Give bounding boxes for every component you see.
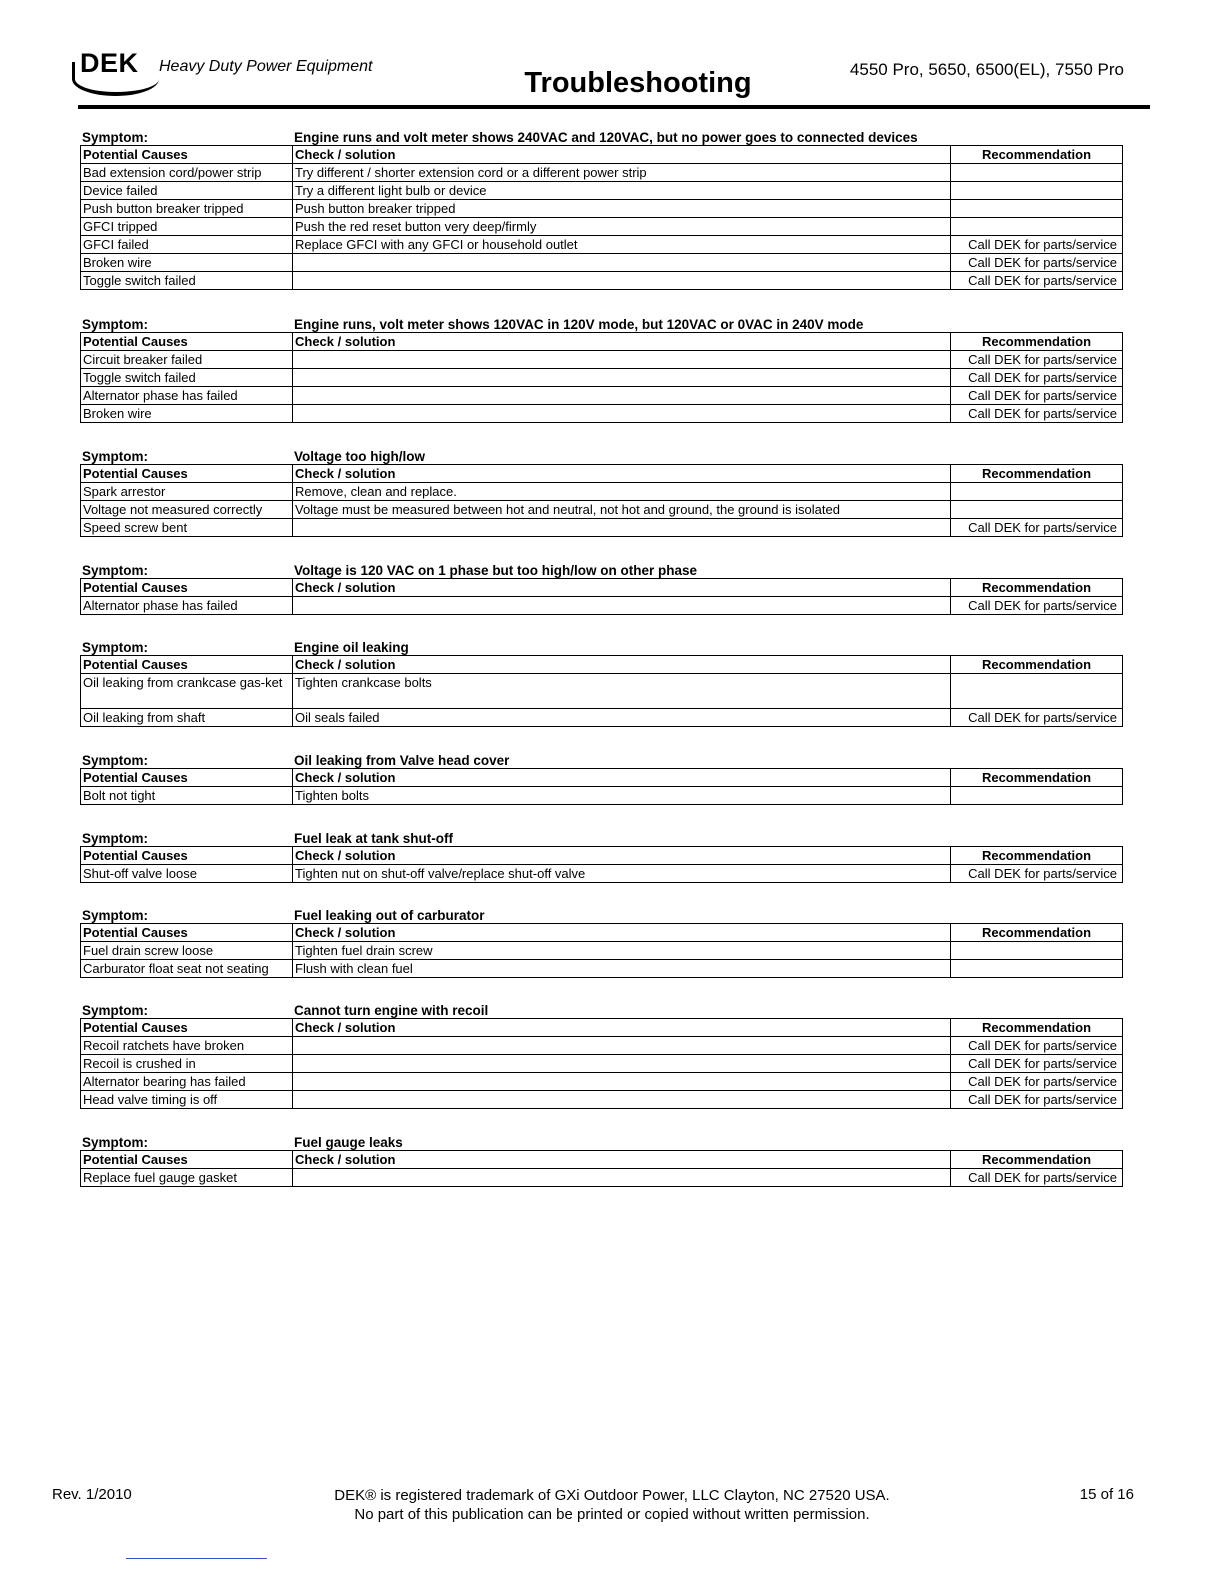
check-cell: Tighten bolts [293,787,951,805]
cause-cell: Toggle switch failed [81,369,293,387]
tagline: Heavy Duty Power Equipment [159,58,373,75]
table-header-row [81,847,1123,865]
col-header-causes: Potential Causes [81,465,293,483]
symptom-label: Symptom: [82,130,149,145]
check-cell: Flush with clean fuel [293,960,951,978]
footer-copyright: No part of this publication can be printed or copied without written permission. [354,1506,870,1523]
table-row [81,597,1123,615]
symptom-label: Symptom: [82,449,149,464]
table-row [81,1169,1123,1187]
recommendation-cell [951,182,1123,200]
cause-cell: Bolt not tight [81,787,293,805]
recommendation-cell: Call DEK for parts/service [951,369,1123,387]
symptom-text: Engine runs, volt meter shows 120VAC in 120V mode, but 120VAC or 0VAC in 240V mode [294,317,864,332]
footer-revision: Rev. 1/2010 [52,1486,132,1503]
check-cell [293,272,951,290]
table-header-row [81,579,1123,597]
recommendation-cell [951,960,1123,978]
symptom-section [80,1133,1122,1187]
recommendation-cell: Call DEK for parts/service [951,1055,1123,1073]
symptom-section [80,561,1122,615]
col-header-recommendation: Recommendation [951,656,1123,674]
col-header-recommendation: Recommendation [951,1151,1123,1169]
cause-cell: Device failed [81,182,293,200]
symptom-label: Symptom: [82,753,149,768]
table-row [81,218,1123,236]
recommendation-cell: Call DEK for parts/service [951,1037,1123,1055]
page-title: Troubleshooting [524,67,752,99]
check-cell [293,369,951,387]
recommendation-cell: Call DEK for parts/service [951,597,1123,615]
recommendation-cell: Call DEK for parts/service [951,1091,1123,1109]
check-cell: Try a different light bulb or device [293,182,951,200]
col-header-recommendation: Recommendation [951,847,1123,865]
symptom-text: Fuel gauge leaks [294,1135,403,1150]
table-row [81,1055,1123,1073]
check-cell: Remove, clean and replace. [293,483,951,501]
symptom-text: Voltage is 120 VAC on 1 phase but too high/low on other phase [294,563,698,578]
logo-text: DEK [80,48,139,78]
table-row [81,483,1123,501]
col-header-check: Check / solution [293,146,951,164]
cause-cell: Speed screw bent [81,519,293,537]
table-row [81,387,1123,405]
table-row [81,369,1123,387]
col-header-check: Check / solution [293,1151,951,1169]
symptom-label: Symptom: [82,317,149,332]
check-cell: Tighten nut on shut-off valve/replace shut-off valve [293,865,951,883]
troubleshooting-table [80,464,1123,537]
cause-cell: Alternator phase has failed [81,387,293,405]
col-header-causes: Potential Causes [81,847,293,865]
recommendation-cell: Call DEK for parts/service [951,254,1123,272]
troubleshooting-table [80,578,1123,615]
col-header-recommendation: Recommendation [951,924,1123,942]
table-header-row [81,1151,1123,1169]
cause-cell: Alternator bearing has failed [81,1073,293,1091]
cause-cell: Spark arrestor [81,483,293,501]
col-header-check: Check / solution [293,656,951,674]
table-row [81,272,1123,290]
symptom-row [80,561,1122,578]
symptom-label: Symptom: [82,1003,149,1018]
symptom-row [80,638,1122,655]
cause-cell: Head valve timing is off [81,1091,293,1109]
symptom-row [80,751,1122,768]
check-cell: Push button breaker tripped [293,200,951,218]
troubleshooting-table [80,1018,1123,1109]
symptom-section [80,751,1122,805]
check-cell: Tighten crankcase bolts [293,674,951,709]
table-row [81,865,1123,883]
symptom-label: Symptom: [82,1135,149,1150]
check-cell [293,1055,951,1073]
bottom-link-line [126,1558,267,1559]
check-cell: Replace GFCI with any GFCI or household outlet [293,236,951,254]
table-row [81,182,1123,200]
table-row [81,1073,1123,1091]
recommendation-cell [951,200,1123,218]
check-cell [293,351,951,369]
cause-cell: Voltage not measured correctly [81,501,293,519]
cause-cell: Broken wire [81,254,293,272]
troubleshooting-table [80,332,1123,423]
cause-cell: Recoil is crushed in [81,1055,293,1073]
col-header-check: Check / solution [293,465,951,483]
col-header-check: Check / solution [293,333,951,351]
table-header-row [81,656,1123,674]
check-cell: Push the red reset button very deep/firmly [293,218,951,236]
troubleshooting-table [80,145,1123,290]
col-header-check: Check / solution [293,924,951,942]
troubleshooting-table [80,768,1123,805]
cause-cell: Shut-off valve loose [81,865,293,883]
symptom-row [80,447,1122,464]
symptom-section [80,829,1122,883]
recommendation-cell: Call DEK for parts/service [951,236,1123,254]
symptom-section [80,638,1122,727]
symptom-text: Cannot turn engine with recoil [294,1003,489,1018]
recommendation-cell [951,674,1123,709]
table-row [81,787,1123,805]
table-header-row [81,333,1123,351]
table-row [81,942,1123,960]
symptom-text: Engine oil leaking [294,640,409,655]
symptom-section [80,128,1122,290]
symptom-text: Oil leaking from Valve head cover [294,753,510,768]
table-header-row [81,769,1123,787]
table-row [81,351,1123,369]
table-header-row [81,924,1123,942]
cause-cell: Broken wire [81,405,293,423]
check-cell [293,597,951,615]
recommendation-cell: Call DEK for parts/service [951,351,1123,369]
symptom-text: Voltage too high/low [294,449,425,464]
symptom-row [80,829,1122,846]
col-header-check: Check / solution [293,1019,951,1037]
recommendation-cell [951,164,1123,182]
col-header-causes: Potential Causes [81,656,293,674]
recommendation-cell [951,218,1123,236]
table-row [81,254,1123,272]
symptom-label: Symptom: [82,563,149,578]
table-row [81,405,1123,423]
symptom-text: Fuel leak at tank shut-off [294,831,454,846]
col-header-causes: Potential Causes [81,579,293,597]
check-cell [293,387,951,405]
symptom-row [80,128,1122,145]
cause-cell: Toggle switch failed [81,272,293,290]
cause-cell: Oil leaking from shaft [81,709,293,727]
recommendation-cell [951,942,1123,960]
table-row [81,674,1123,709]
table-header-row [81,465,1123,483]
recommendation-cell: Call DEK for parts/service [951,865,1123,883]
cause-cell: GFCI tripped [81,218,293,236]
recommendation-cell: Call DEK for parts/service [951,1073,1123,1091]
symptom-text: Fuel leaking out of carburator [294,908,485,923]
header-divider [78,105,1150,109]
cause-cell: GFCI failed [81,236,293,254]
symptom-section [80,906,1122,978]
col-header-recommendation: Recommendation [951,1019,1123,1037]
table-row [81,519,1123,537]
cause-cell: Oil leaking from crankcase gas-ket [81,674,293,709]
symptom-row [80,315,1122,332]
table-header-row [81,1019,1123,1037]
col-header-causes: Potential Causes [81,333,293,351]
recommendation-cell [951,501,1123,519]
symptom-label: Symptom: [82,640,149,655]
footer-legal [0,1486,1224,1524]
footer-trademark: DEK® is registered trademark of GXi Outdoor Power, LLC Clayton, NC 27520 USA. [334,1487,890,1504]
col-header-recommendation: Recommendation [951,146,1123,164]
check-cell [293,1073,951,1091]
cause-cell: Fuel drain screw loose [81,942,293,960]
check-cell [293,1091,951,1109]
troubleshooting-table [80,923,1123,978]
col-header-causes: Potential Causes [81,924,293,942]
recommendation-cell: Call DEK for parts/service [951,709,1123,727]
symptom-row [80,906,1122,923]
col-header-recommendation: Recommendation [951,579,1123,597]
col-header-recommendation: Recommendation [951,465,1123,483]
page-number: 15 of 16 [1079,1486,1134,1503]
symptom-section [80,315,1122,423]
table-row [81,200,1123,218]
table-row [81,236,1123,254]
troubleshooting-table [80,846,1123,883]
symptom-label: Symptom: [82,831,149,846]
recommendation-cell: Call DEK for parts/service [951,405,1123,423]
cause-cell: Circuit breaker failed [81,351,293,369]
check-cell [293,1169,951,1187]
check-cell [293,405,951,423]
col-header-causes: Potential Causes [81,1019,293,1037]
col-header-check: Check / solution [293,769,951,787]
table-row [81,1037,1123,1055]
col-header-check: Check / solution [293,847,951,865]
troubleshooting-table [80,1150,1123,1187]
cause-cell: Alternator phase has failed [81,597,293,615]
check-cell [293,519,951,537]
col-header-causes: Potential Causes [81,769,293,787]
table-row [81,164,1123,182]
table-row [81,501,1123,519]
symptom-section [80,447,1122,537]
check-cell: Try different / shorter extension cord or a different power strip [293,164,951,182]
cause-cell: Push button breaker tripped [81,200,293,218]
check-cell: Tighten fuel drain screw [293,942,951,960]
symptom-text: Engine runs and volt meter shows 240VAC and 120VAC, but no power goes to connected devices [294,130,918,145]
check-cell [293,254,951,272]
cause-cell: Carburator float seat not seating [81,960,293,978]
recommendation-cell: Call DEK for parts/service [951,1169,1123,1187]
check-cell: Voltage must be measured between hot and neutral, not hot and ground, the ground is isolated [293,501,951,519]
col-header-check: Check / solution [293,579,951,597]
col-header-causes: Potential Causes [81,1151,293,1169]
symptom-label: Symptom: [82,908,149,923]
table-row [81,1091,1123,1109]
cause-cell: Replace fuel gauge gasket [81,1169,293,1187]
check-cell: Oil seals failed [293,709,951,727]
cause-cell: Bad extension cord/power strip [81,164,293,182]
col-header-recommendation: Recommendation [951,769,1123,787]
recommendation-cell [951,787,1123,805]
model-list: 4550 Pro, 5650, 6500(EL), 7550 Pro [849,60,1124,79]
recommendation-cell: Call DEK for parts/service [951,272,1123,290]
table-row [81,709,1123,727]
table-header-row [81,146,1123,164]
troubleshooting-table [80,655,1123,727]
col-header-causes: Potential Causes [81,146,293,164]
cause-cell: Recoil ratchets have broken [81,1037,293,1055]
recommendation-cell [951,483,1123,501]
recommendation-cell: Call DEK for parts/service [951,519,1123,537]
check-cell [293,1037,951,1055]
symptom-section [80,1001,1122,1109]
col-header-recommendation: Recommendation [951,333,1123,351]
recommendation-cell: Call DEK for parts/service [951,387,1123,405]
symptom-row [80,1133,1122,1150]
symptom-row [80,1001,1122,1018]
table-row [81,960,1123,978]
